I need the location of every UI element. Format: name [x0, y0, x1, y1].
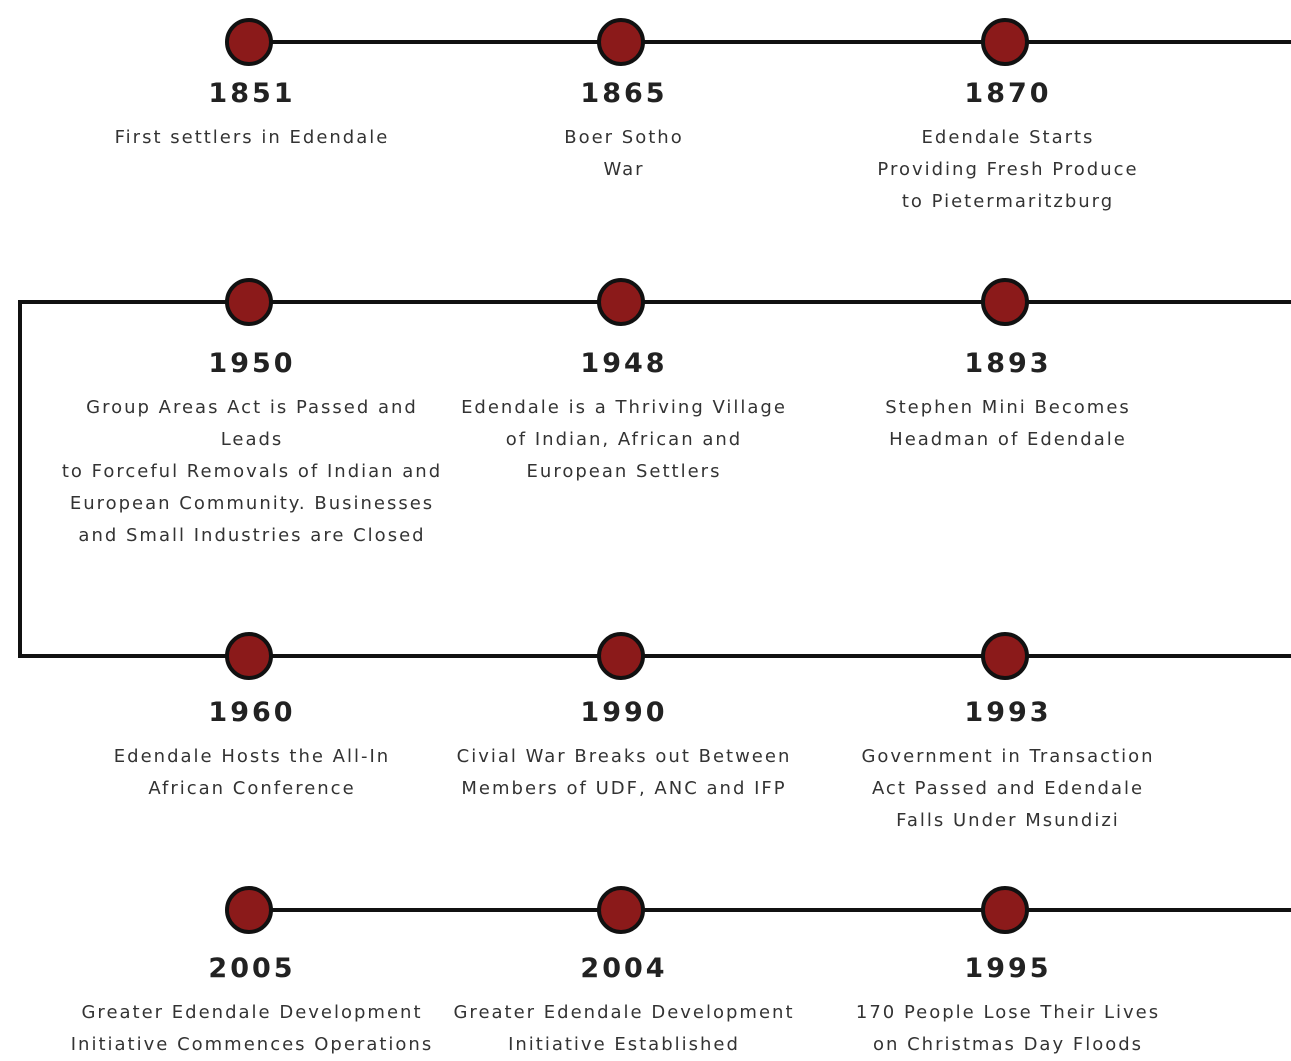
event-year: 2005: [208, 953, 296, 984]
timeline-event: [52, 696, 452, 805]
timeline-event: [424, 696, 824, 805]
timeline-node: [225, 18, 273, 66]
event-description: Boer Sotho War: [564, 127, 684, 180]
event-year: 1993: [964, 697, 1052, 728]
event-year: 1960: [208, 697, 296, 728]
timeline-line-row-3: [18, 654, 1291, 658]
timeline-event: [424, 952, 824, 1061]
timeline-line-row-4: [249, 908, 1291, 912]
timeline-event: [808, 347, 1208, 456]
timeline-node: [597, 632, 645, 680]
timeline-node: [981, 886, 1029, 934]
timeline-event: [52, 952, 452, 1061]
event-year: 2004: [580, 953, 668, 984]
timeline-line-connector: [18, 300, 22, 658]
timeline-event: [808, 952, 1208, 1061]
event-year: 1870: [964, 78, 1052, 109]
timeline-event: [52, 347, 452, 552]
timeline-event: [808, 696, 1208, 837]
event-year: 1990: [580, 697, 668, 728]
event-year: 1865: [580, 78, 668, 109]
timeline-node: [225, 278, 273, 326]
event-description: Greater Edendale Development Initiative Established: [453, 1002, 795, 1055]
event-description: Edendale Starts Providing Fresh Produce to Pietermaritzburg: [877, 127, 1139, 212]
timeline-event: [52, 77, 452, 154]
event-description: Civial War Breaks out Between Members of UDF, ANC and IFP: [456, 746, 792, 799]
timeline-event: [424, 347, 824, 488]
event-description: Group Areas Act is Passed and Leads to Forceful Removals of Indian and European Community. Businesses and Small Industries are Closed: [61, 397, 443, 546]
event-description: Government in Transaction Act Passed and Edendale Falls Under Msundizi: [861, 746, 1155, 831]
timeline-node: [225, 886, 273, 934]
timeline-node: [981, 18, 1029, 66]
event-description: Stephen Mini Becomes Headman of Edendale: [885, 397, 1131, 450]
event-description: 170 People Lose Their Lives on Christmas Day Floods: [855, 1002, 1161, 1055]
event-description: Edendale is a Thriving Village of Indian, African and European Settlers: [461, 397, 787, 482]
timeline-node: [981, 632, 1029, 680]
timeline-node: [981, 278, 1029, 326]
timeline-node: [597, 278, 645, 326]
event-year: 1995: [964, 953, 1052, 984]
timeline-node: [597, 886, 645, 934]
timeline-line-row-2: [18, 300, 1291, 304]
event-year: 1893: [964, 348, 1052, 379]
event-year: 1948: [580, 348, 668, 379]
timeline-event: [808, 77, 1208, 218]
event-year: 1851: [208, 78, 296, 109]
event-description: First settlers in Edendale: [114, 127, 390, 148]
event-description: Edendale Hosts the All-In African Conference: [113, 746, 391, 799]
timeline-node: [225, 632, 273, 680]
timeline-node: [597, 18, 645, 66]
timeline-line-row-1: [249, 40, 1291, 44]
event-description: Greater Edendale Development Initiative Commences Operations: [70, 1002, 434, 1055]
timeline-event: [424, 77, 824, 186]
event-year: 1950: [208, 348, 296, 379]
